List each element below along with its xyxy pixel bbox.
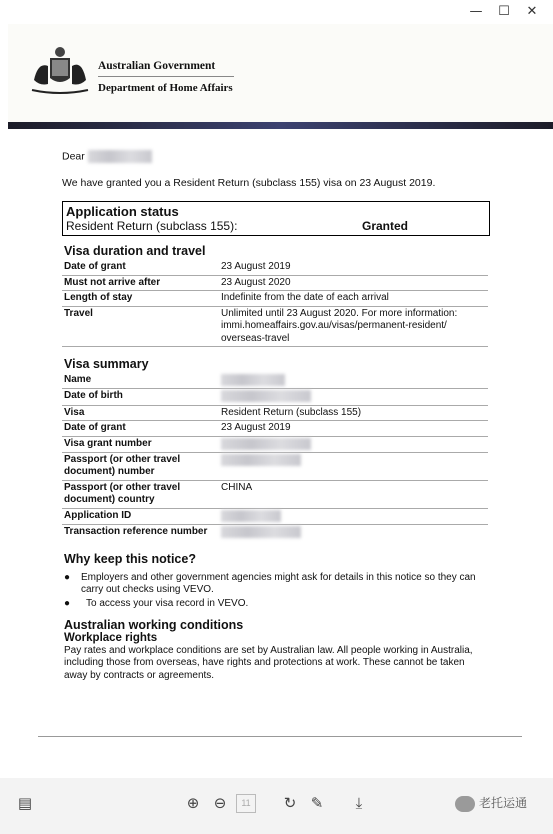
table-row (62, 525, 488, 540)
table-row (62, 509, 488, 525)
salutation-text: Dear (62, 150, 85, 163)
row-value: Unlimited until 23 August 2020. For more information: immi.homeaffairs.gov.au/visas/permanent-resident/ overseas-travel (221, 307, 458, 344)
redacted-value (221, 526, 301, 538)
letter-body (62, 150, 490, 682)
redacted-value (221, 454, 301, 466)
row-key: Length of stay (64, 292, 133, 304)
row-key: Visa (64, 406, 85, 418)
watermark (455, 794, 527, 812)
visa-duration-table (62, 260, 488, 347)
row-key: Transaction reference number (64, 525, 208, 537)
row-key: Passport (or other travel document) number (64, 453, 181, 478)
sidebar-toggle-icon[interactable]: ▤ (17, 794, 33, 812)
zoom-in-icon[interactable]: ⊕ (186, 794, 200, 812)
row-key: Application ID (64, 509, 132, 521)
row-key: Date of birth (64, 390, 123, 402)
header-stripe (8, 122, 553, 129)
table-row (62, 307, 488, 348)
bullet-icon: ● (64, 597, 71, 609)
row-value (221, 390, 488, 403)
table-row (62, 373, 488, 389)
row-value: 23 August 2019 (221, 261, 291, 273)
watermark-text: 老托运通 (479, 796, 528, 810)
table-row (62, 406, 488, 422)
visa-summary-table (62, 373, 488, 540)
list-item (62, 572, 490, 596)
salutation (62, 150, 490, 163)
visa-duration-heading: Visa duration and travel (64, 244, 206, 259)
row-value: Resident Return (subclass 155) (221, 406, 362, 418)
why-keep-heading: Why keep this notice? (64, 551, 196, 566)
intro-paragraph: We have granted you a Resident Return (subclass 155) visa on 23 August 2019. (62, 177, 436, 190)
redacted-value (221, 390, 311, 402)
list-item (62, 598, 490, 610)
wechat-icon (455, 796, 475, 812)
maximize-icon[interactable]: ☐ (498, 4, 510, 19)
application-status-box (62, 201, 490, 236)
redacted-value (221, 374, 285, 386)
viewer-toolbar (0, 778, 553, 834)
row-value (221, 526, 488, 539)
bullet-text: Employers and other government agencies might ask for details in this notice so they can carry out checks using VEVO. (80, 571, 476, 595)
row-key: Visa grant number (64, 437, 152, 449)
working-conditions-text: Pay rates and workplace conditions are set by Australian law. All people working in Australia, including those from overseas, have rights and protections at work. These cannot be taken away by contracts or agreements. (64, 644, 473, 681)
visa-summary-heading: Visa summary (64, 357, 149, 372)
row-key: Must not arrive after (64, 276, 161, 288)
redacted-name (88, 150, 152, 163)
row-key: Travel (64, 307, 93, 319)
letterhead (8, 24, 553, 123)
row-value (221, 510, 488, 523)
header-divider (98, 76, 234, 77)
bullet-text: To access your visa record in VEVO. (86, 597, 249, 609)
minimize-icon[interactable]: — (469, 4, 483, 19)
rotate-icon[interactable]: ↻ (283, 794, 297, 812)
table-row (62, 389, 488, 405)
table-row (62, 481, 488, 509)
page-number-box[interactable]: 11 (236, 794, 256, 813)
row-value: CHINA (221, 481, 253, 493)
bullet-icon: ● (64, 571, 71, 583)
pen-icon[interactable]: ✎ (310, 794, 324, 812)
row-key: Date of grant (64, 261, 126, 273)
table-row (62, 453, 488, 481)
row-value (221, 454, 488, 479)
table-row (62, 421, 488, 437)
close-icon[interactable]: ✕ (526, 4, 538, 19)
redacted-value (221, 438, 311, 450)
status-title: Application status (66, 204, 179, 220)
row-value (221, 374, 488, 387)
table-row (62, 291, 488, 307)
department-name: Department of Home Affairs (98, 82, 233, 94)
row-value: 23 August 2020 (221, 276, 291, 288)
row-key: Passport (or other travel document) country (64, 481, 181, 506)
table-row (62, 260, 488, 276)
download-icon[interactable]: ⤓ (355, 794, 363, 812)
window-titlebar (0, 0, 553, 24)
status-value: Granted (362, 219, 409, 234)
workplace-rights-subheading: Workplace rights (64, 631, 158, 644)
government-name: Australian Government (98, 60, 216, 72)
status-label: Resident Return (subclass 155): (66, 219, 238, 234)
row-key: Date of grant (64, 422, 126, 434)
table-row (62, 437, 488, 453)
footer-divider (38, 736, 522, 737)
row-value (221, 438, 488, 451)
status-row (66, 219, 486, 233)
zoom-out-icon[interactable]: ⊖ (213, 794, 227, 812)
document-page (8, 24, 553, 762)
working-conditions-heading: Australian working conditions (64, 617, 244, 632)
redacted-value (221, 510, 281, 522)
table-row (62, 276, 488, 292)
row-value: Indefinite from the date of each arrival (221, 292, 389, 304)
row-key: Name (64, 374, 92, 386)
coat-of-arms-icon (28, 44, 92, 100)
row-value: 23 August 2019 (221, 422, 291, 434)
